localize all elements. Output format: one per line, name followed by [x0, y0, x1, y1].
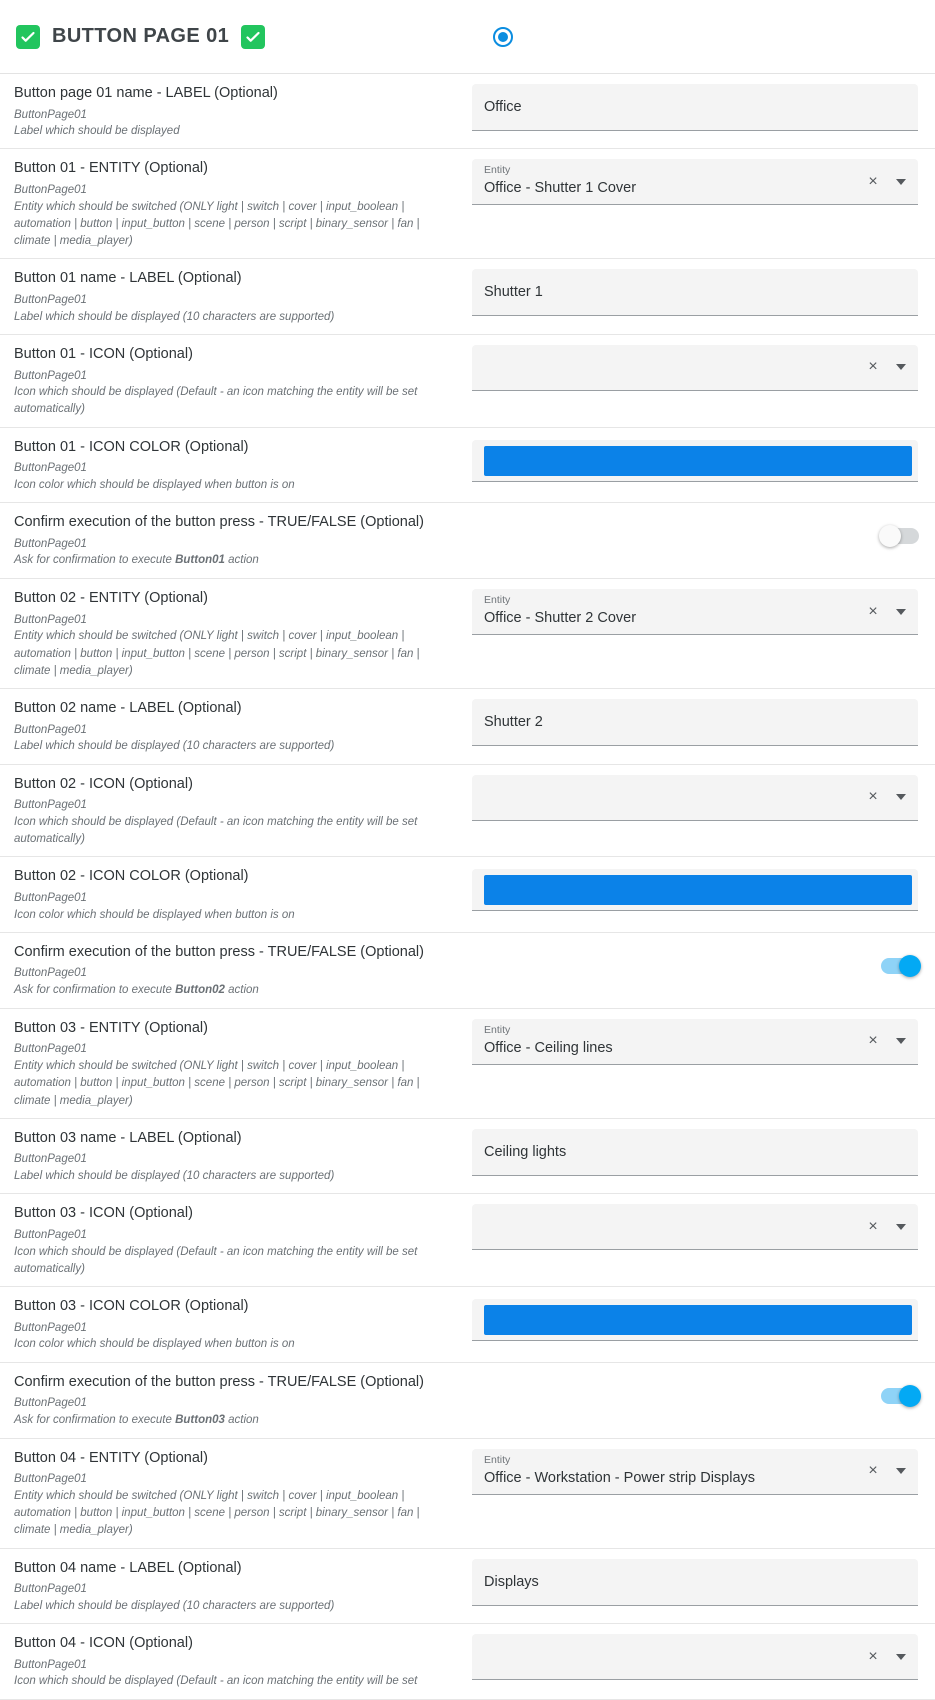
button-03-entity-description: Entity which should be switched (ONLY light | switch | cover | input_boolean | automation | button | input_button | scene | person | script | binary_sensor | fan | climate | media_player) [14, 1060, 420, 1107]
button-03-confirm-toggle-description: Ask for confirmation to execute Button03 action [14, 1413, 259, 1426]
button-03-icon-color-description: Icon color which should be displayed when button is on [14, 1338, 295, 1351]
settings-row [0, 1363, 935, 1439]
settings-row [0, 689, 935, 764]
button-01-icon-color-description: Icon color which should be displayed when button is on [14, 478, 295, 491]
check-icon-right [241, 25, 265, 49]
button-02-name-label-labels [0, 699, 472, 755]
button-02-entity-labels [0, 589, 472, 680]
page-name-label-input[interactable] [472, 84, 918, 131]
button-04-entity-actions [864, 1449, 910, 1494]
close-icon[interactable]: × [868, 1462, 878, 1480]
page-name-label-description: Label which should be displayed [14, 125, 180, 138]
button-02-icon-color-group: ButtonPage01 [14, 891, 87, 904]
button-01-entity-picker[interactable] [472, 159, 918, 205]
settings-row [0, 1624, 935, 1699]
button-02-confirm-toggle-control-cell [472, 943, 935, 989]
button-01-icon-color-picker[interactable] [472, 440, 918, 482]
chevron-down-icon[interactable] [892, 603, 910, 621]
toggle-knob [879, 525, 901, 547]
button-02-icon-color-control-cell [472, 867, 935, 913]
check-icon-left [16, 25, 40, 49]
page-name-label-label: Button page 01 name - LABEL (Optional) [14, 85, 278, 101]
button-03-confirm-toggle-group: ButtonPage01 [14, 1397, 87, 1410]
button-02-name-label-group: ButtonPage01 [14, 723, 87, 736]
button-03-entity-label: Button 03 - ENTITY (Optional) [14, 1019, 208, 1036]
button-01-name-label-control-cell [472, 269, 935, 316]
button-02-confirm-toggle[interactable] [881, 958, 919, 974]
button-04-entity-control-cell [472, 1449, 935, 1495]
button-03-icon-description: Icon which should be displayed (Default - an icon matching the entity will be set automatically) [14, 1245, 418, 1275]
button-02-entity-description: Entity which should be switched (ONLY light | switch | cover | input_boolean | automation | button | input_button | scene | person | script | binary_sensor | fan | climate | media_player) [14, 630, 420, 677]
button-01-entity-control-cell [472, 159, 935, 205]
close-icon[interactable]: × [868, 358, 878, 376]
button-03-icon-picker[interactable] [472, 1204, 918, 1250]
button-01-entity-description: Entity which should be switched (ONLY light | switch | cover | input_boolean | automation | button | input_button | scene | person | script | binary_sensor | fan | climate | media_player) [14, 200, 420, 248]
button-04-icon-actions [864, 1634, 910, 1679]
button-03-icon-label: Button 03 - ICON (Optional) [14, 1205, 193, 1222]
button-01-icon-labels [0, 345, 472, 419]
button-01-confirm-toggle-description: Ask for confirmation to execute Button01 action [14, 554, 259, 567]
button-02-entity-value: Office - Shutter 2 Cover [484, 610, 637, 627]
radio-selected-icon[interactable] [493, 27, 513, 47]
button-04-icon-picker[interactable] [472, 1634, 918, 1680]
page-header [0, 0, 935, 74]
button-04-entity-value: Office - Workstation - Power strip Displays [484, 1469, 756, 1486]
settings-row [0, 1194, 935, 1287]
button-02-entity-group: ButtonPage01 [14, 613, 87, 626]
button-04-entity-label: Button 04 - ENTITY (Optional) [14, 1449, 208, 1466]
settings-row [0, 335, 935, 428]
button-04-icon-group: ButtonPage01 [14, 1658, 87, 1671]
button-03-icon-color-labels [0, 1297, 472, 1353]
button-02-entity-picker[interactable] [472, 589, 918, 635]
button-04-name-label-input[interactable] [472, 1559, 918, 1606]
button-04-icon-labels [0, 1634, 472, 1690]
button-01-name-label-group: ButtonPage01 [14, 294, 87, 307]
button-04-name-label-group: ButtonPage01 [14, 1583, 87, 1596]
button-02-entity-label: Button 02 - ENTITY (Optional) [14, 590, 208, 607]
button-01-name-label-value: Shutter 1 [484, 284, 543, 301]
settings-row [0, 1439, 935, 1549]
button-04-icon-description: Icon which should be displayed (Default - an icon matching the entity will be set [14, 1675, 418, 1688]
button-01-icon-color-swatch[interactable] [484, 446, 912, 476]
button-02-icon-description: Icon which should be displayed (Default - an icon matching the entity will be set automatically) [14, 815, 418, 846]
page-name-label-value: Office [484, 99, 522, 115]
close-icon[interactable]: × [868, 1032, 878, 1050]
button-04-name-label-control-cell [472, 1559, 935, 1606]
button-03-name-label-description: Label which should be displayed (10 characters are supported) [14, 1170, 335, 1183]
button-02-icon-picker[interactable] [472, 775, 918, 821]
settings-row [0, 857, 935, 932]
button-02-icon-group: ButtonPage01 [14, 799, 87, 812]
close-icon[interactable]: × [868, 602, 878, 620]
button-04-name-label-value: Displays [484, 1573, 539, 1590]
button-03-confirm-toggle[interactable] [881, 1388, 919, 1404]
button-03-icon-group: ButtonPage01 [14, 1228, 87, 1241]
button-04-entity-group: ButtonPage01 [14, 1473, 87, 1486]
button-03-entity-labels [0, 1019, 472, 1110]
button-04-name-label-description: Label which should be displayed (10 characters are supported) [14, 1599, 335, 1612]
button-03-icon-color-picker[interactable] [472, 1299, 918, 1341]
close-icon[interactable]: × [868, 1647, 878, 1665]
button-02-icon-labels [0, 775, 472, 849]
settings-row [0, 1549, 935, 1624]
page-title: BUTTON PAGE 01 [52, 25, 230, 47]
button-03-entity-picker[interactable] [472, 1019, 918, 1065]
button-03-icon-labels [0, 1204, 472, 1278]
chevron-down-icon[interactable] [892, 358, 910, 376]
button-03-icon-control-cell [472, 1204, 935, 1250]
button-03-name-label-group: ButtonPage01 [14, 1153, 87, 1166]
button-01-icon-group: ButtonPage01 [14, 369, 87, 382]
settings-row [0, 74, 935, 149]
button-02-name-label-label: Button 02 name - LABEL (Optional) [14, 700, 242, 717]
chevron-down-icon[interactable] [892, 173, 910, 191]
settings-row-list [0, 74, 935, 1700]
settings-row [0, 428, 935, 503]
settings-row [0, 1287, 935, 1362]
button-01-name-label-description: Label which should be displayed (10 characters are supported) [14, 310, 335, 323]
settings-row [0, 579, 935, 689]
close-icon[interactable]: × [868, 172, 878, 190]
button-02-entity-floating-label: Entity [484, 594, 511, 607]
button-01-icon-color-labels [0, 438, 472, 494]
button-01-icon-description: Icon which should be displayed (Default - an icon matching the entity will be set automatically) [14, 386, 418, 416]
button-03-confirm-toggle-control-cell [472, 1373, 935, 1419]
button-01-confirm-toggle-labels [0, 513, 472, 569]
button-01-entity-value: Office - Shutter 1 Cover [484, 180, 637, 197]
button-02-icon-color-picker[interactable] [472, 869, 918, 911]
close-icon[interactable]: × [868, 788, 878, 806]
button-03-name-label-input[interactable] [472, 1129, 918, 1176]
button-04-entity-description: Entity which should be switched (ONLY light | switch | cover | input_boolean | automation | button | input_button | scene | person | script | binary_sensor | fan | climate | media_player) [14, 1489, 420, 1537]
button-03-icon-color-control-cell [472, 1297, 935, 1343]
chevron-down-icon[interactable] [892, 1032, 910, 1050]
chevron-down-icon[interactable] [892, 1648, 910, 1666]
chevron-down-icon[interactable] [892, 788, 910, 806]
button-02-name-label-input[interactable] [472, 699, 918, 746]
settings-row [0, 503, 935, 579]
settings-row [0, 765, 935, 858]
button-01-icon-picker[interactable] [472, 345, 918, 391]
button-04-name-label-labels [0, 1559, 472, 1615]
button-02-icon-color-label: Button 02 - ICON COLOR (Optional) [14, 868, 249, 885]
button-03-name-label-value: Ceiling lights [484, 1143, 567, 1160]
button-03-name-label-labels [0, 1129, 472, 1185]
button-03-confirm-toggle-labels [0, 1373, 472, 1429]
button-01-confirm-toggle-control-cell [472, 513, 935, 559]
toggle-knob [899, 955, 921, 977]
button-02-name-label-description: Label which should be displayed (10 characters are supported) [14, 740, 335, 753]
button-01-icon-color-label: Button 01 - ICON COLOR (Optional) [14, 438, 249, 455]
toggle-knob [899, 1385, 921, 1407]
button-03-icon-color-swatch[interactable] [484, 1305, 912, 1335]
button-01-icon-actions [864, 345, 910, 390]
button-03-entity-group: ButtonPage01 [14, 1043, 87, 1056]
button-03-icon-color-group: ButtonPage01 [14, 1321, 87, 1334]
button-02-icon-color-swatch[interactable] [484, 875, 912, 905]
button-02-name-label-control-cell [472, 699, 935, 746]
button-01-icon-label: Button 01 - ICON (Optional) [14, 345, 193, 362]
button-01-entity-label: Button 01 - ENTITY (Optional) [14, 160, 208, 177]
button-03-name-label-control-cell [472, 1129, 935, 1176]
page-name-label-control-cell [472, 84, 935, 131]
settings-row [0, 259, 935, 334]
button-01-icon-color-control-cell [472, 438, 935, 484]
button-03-entity-actions [864, 1019, 910, 1064]
button-04-icon-label: Button 04 - ICON (Optional) [14, 1635, 193, 1652]
radio-dot [498, 32, 508, 42]
button-01-entity-floating-label: Entity [484, 164, 511, 177]
button-01-confirm-toggle-group: ButtonPage01 [14, 537, 87, 550]
chevron-down-icon[interactable] [892, 1218, 910, 1236]
button-01-confirm-toggle-label: Confirm execution of the button press - TRUE/FALSE (Optional) [14, 514, 424, 531]
button-02-confirm-toggle-description: Ask for confirmation to execute Button02 action [14, 984, 259, 997]
button-01-entity-group: ButtonPage01 [14, 184, 87, 197]
button-01-name-label-labels [0, 269, 472, 325]
button-02-confirm-toggle-group: ButtonPage01 [14, 967, 87, 980]
button-01-confirm-toggle[interactable] [881, 528, 919, 544]
button-01-name-label-label: Button 01 name - LABEL (Optional) [14, 270, 242, 287]
settings-row [0, 149, 935, 259]
button-01-entity-actions [864, 159, 910, 204]
page-name-label-group: ButtonPage01 [14, 108, 87, 121]
button-03-entity-control-cell [472, 1019, 935, 1065]
button-02-confirm-toggle-label: Confirm execution of the button press - TRUE/FALSE (Optional) [14, 943, 424, 960]
button-03-confirm-toggle-label: Confirm execution of the button press - TRUE/FALSE (Optional) [14, 1373, 424, 1390]
close-icon[interactable]: × [868, 1217, 878, 1235]
button-04-entity-labels [0, 1449, 472, 1540]
button-02-icon-color-description: Icon color which should be displayed when button is on [14, 908, 295, 921]
button-03-icon-color-label: Button 03 - ICON COLOR (Optional) [14, 1298, 249, 1315]
page-name-label-labels [0, 84, 472, 140]
button-02-entity-control-cell [472, 589, 935, 635]
button-04-entity-floating-label: Entity [484, 1453, 511, 1466]
button-03-name-label-label: Button 03 name - LABEL (Optional) [14, 1129, 242, 1146]
button-02-confirm-toggle-labels [0, 943, 472, 999]
button-01-name-label-input[interactable] [472, 269, 918, 316]
button-04-icon-control-cell [472, 1634, 935, 1680]
button-02-icon-actions [864, 775, 910, 820]
button-02-entity-actions [864, 589, 910, 634]
button-02-icon-color-labels [0, 867, 472, 923]
button-01-icon-color-group: ButtonPage01 [14, 462, 87, 475]
button-01-icon-control-cell [472, 345, 935, 391]
settings-row [0, 1009, 935, 1119]
button-03-entity-floating-label: Entity [484, 1023, 511, 1036]
button-04-entity-picker[interactable] [472, 1449, 918, 1495]
button-02-name-label-value: Shutter 2 [484, 714, 543, 731]
settings-row [0, 1119, 935, 1194]
button-03-icon-actions [864, 1204, 910, 1249]
button-01-entity-labels [0, 159, 472, 250]
button-02-icon-label: Button 02 - ICON (Optional) [14, 775, 193, 792]
settings-row [0, 933, 935, 1009]
button-03-entity-value: Office - Ceiling lines [484, 1039, 613, 1056]
chevron-down-icon[interactable] [892, 1462, 910, 1480]
button-02-icon-control-cell [472, 775, 935, 821]
button-04-name-label-label: Button 04 name - LABEL (Optional) [14, 1559, 242, 1576]
